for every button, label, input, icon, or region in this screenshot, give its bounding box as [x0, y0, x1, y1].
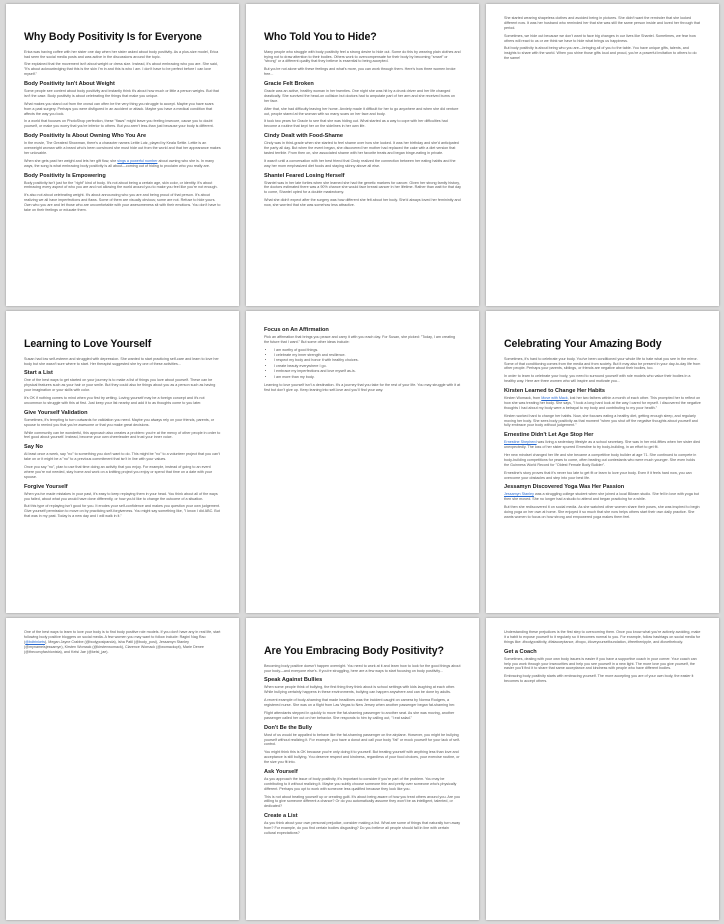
paragraph-text: was living a sedentary lifestyle as a school secretary. She was in her mid-fifties when her sister died unexpectedly. The loss of her sister spurred Ernestine to try body-building, in an effort to get fit.: [504, 440, 701, 450]
section-heading: Jessamyn Discovered Yoga Was Her Passion: [504, 484, 625, 491]
body-paragraph: [504, 414, 701, 429]
body-paragraph: [264, 750, 461, 765]
body-paragraph: [264, 821, 461, 836]
body-paragraph: [264, 141, 461, 156]
section-heading: Body Positivity Isn't About Weight: [24, 81, 115, 88]
page-title: Learning to Love Yourself: [24, 338, 152, 350]
paragraph-text: Sometimes, it's hard to celebrate your body. You've been conditioned your whole life to hate what you see in the mirror. Some of that conditioning comes from the media and from society. But it may also be present in your day-to-day life from other people. Perhaps your parents, siblings, or friends are negative about their bodies, too.: [504, 356, 701, 371]
section-heading: Body Positivity Is Empowering: [24, 172, 106, 179]
inline-link[interactable]: sings a powerful number: [117, 158, 158, 163]
paragraph-text: While community can be wonderful, this approach also creates a problem: you're at the mercy of other people in order to feel good about yourself. Instead, become your own cheerleader and trust your inner voice.: [24, 430, 221, 440]
section-heading: Speak Against Bullies: [264, 677, 323, 684]
paragraph-text: Sometimes, we hide out because we don't want to face big changes in our lives like Shantel. Sometimes, we fear how others will react to us or we think we have to hide what brings us happiness.: [504, 33, 696, 43]
document-page-4: [6, 311, 239, 613]
paragraph-text: Susan had low self-esteem and struggled with depression. She wanted to start practicing self-care and learn to love her body but she wasn't sure where to start. Her therapist suggested she try one of these activities...: [24, 356, 219, 366]
paragraph-text: What makes you stand out from the crowd can often be the very thing you struggle to accept. Maybe you have scars from a past surgery. Perhaps you were disfigured in an accident or attack. Maybe you have a medical condition that affects the way you look.: [24, 101, 214, 116]
body-paragraph: [504, 34, 701, 44]
body-paragraph: [264, 685, 461, 695]
paragraph-text: One of the best ways to get started on your journey is to make a list of things you love about yourself. These can be physical features such as your hair or your smile. But they could also be things about you as a person such as having your imagination or your skills with color.: [24, 378, 216, 393]
document-page-1: [6, 4, 239, 306]
paragraph-text: It wasn't until a conversation with her best friend that Cindy realized the connection between her eating habits and the way her mom emphasized diet foods and staying skinny above all else.: [264, 158, 456, 168]
section-heading: Get a Coach: [504, 648, 537, 655]
body-paragraph: [504, 657, 701, 672]
paragraph-text: When she gets past her weight and lets her gift flow, she: [24, 158, 118, 163]
section-heading: Shantel Feared Losing Herself: [264, 172, 345, 179]
body-paragraph: [504, 440, 701, 450]
body-paragraph: [504, 674, 701, 684]
paragraph-text: This is not about beating yourself up or creating guilt. It's about being aware of how you treat others around you. Are you willing to give someone different a chance? Or do you automatically assume they won't be as intelligent, talented, or dedicated?: [264, 794, 461, 809]
body-paragraph: [24, 141, 221, 156]
body-paragraph: [264, 181, 461, 196]
paragraph-text: You might think this is OK because you're only doing it to yourself. But treating yourself with anything less than love and acceptance is still bullying. You deserve respect and kindness, regardless of your food choices, your exercise routine, or the size you fit into.: [264, 750, 460, 765]
body-paragraph: [264, 159, 461, 169]
body-paragraph: [24, 492, 221, 502]
paragraph-text: She started wearing shapeless clothes and avoided being in pictures. She didn't want the reminder that she looked different now. It was her husband who reminded her that she was still the same person inside and loved her through that period.: [504, 16, 700, 30]
body-paragraph: [24, 504, 221, 519]
body-paragraph: [504, 492, 701, 502]
paragraph-text: A recent example of body-shaming that made headlines was the incident caught on camera by Norma Rodgers, a registered nurse. She was on a flight from Las Vegas to New Jersey when another passenger began fat-shaming her.: [264, 698, 456, 708]
paragraph-text: Understanding these prejudices is the first step to overcoming them. Once you know what you're actively avoiding, make it a habit to expose yourself to it regularly so it becomes normal to you. For example, follow hashtags on social media for things like: #bodypositivity, #fatacceptance, #bopo, #loveyourselfoundation, #freethenipple, and #lovethebody.: [504, 630, 701, 644]
paragraph-text: Many people who struggle with body positivity feel a strong desire to hide out. Some do this by wearing plain clothes and trying not to draw attention to their bodies. Others work to overcompensate for their body by becoming "smart" or "strong" or a different quality that they believe is essential to being accepted.: [264, 49, 461, 64]
body-paragraph: [24, 193, 221, 213]
paragraph-text: about owning who she is. In many ways, the song is what embracing body positivity is all about—coming out of hiding to proclaim who you really are.: [24, 158, 215, 168]
inline-link[interactable]: Move with Mack: [541, 396, 568, 401]
body-paragraph: [264, 198, 461, 208]
body-paragraph: [24, 396, 221, 406]
paragraph-text: She explained that the movement isn't about weight or dress size. Instead, it's about embracing who you are. She said, "It's about acknowledging that this is the skin I'm in and this is who I am. I don't have to be perfect before I can love myself.": [24, 62, 218, 77]
body-paragraph: [264, 107, 461, 117]
paragraph-text: It's also not about celebrating weight. It's about announcing who you are and being proud of that person. It's about realizing we all have imperfections and flaws. Some of them are visually obvious; some are not. Refuse to hide yours. Own who you are and let those who are uncomfortable with your awesomeness sit with their emotions. You don't have to take on their feelings or educate them.: [24, 193, 221, 212]
body-paragraph: [24, 431, 221, 441]
paragraph-text: In a world that focuses on PhotoShop perfection, these "flaws" might leave you feeling insecure, cause you to doubt yourself, or make you worry that you're inferior to others. But you aren't less-than just because your body is different.: [24, 119, 214, 129]
body-paragraph: [24, 102, 221, 117]
paragraph-text: One of the best ways to learn to love your body is to find body positive role models. If you don't have any in real life, start following body positive bloggers on social media. A few women you may want to follow include: Ragini Nag Rao (: [24, 630, 221, 644]
body-paragraph: [24, 378, 221, 393]
document-page-2: [246, 4, 479, 306]
paragraph-text: Body positivity isn't just for the "right" kind of body. It's not about being a certain age, skin color, or identity. It's about embracing every aspect of who you are and not allowing the world around you to make you feel like you're not enough.: [24, 180, 218, 190]
paragraph-text: ), Megan Jayne Crabbe (@bodyposipanda), Isha Patil (@body_posi), Jessamyn Stanley (@mynameisjessamyn), Kirsten Womack (@kirstenwomack), Clarence Womack (@womackcpt), Marie Denee (@thecurvyfashionista), and Kelsi Jae (@kelsi_jae).: [24, 639, 204, 654]
paragraph-text: Erica was having coffee with her sister one day when her sister asked about body positivity. As a plus-size model, Erica had seen the social media posts and was active in the discussions around the topic.: [24, 49, 219, 59]
section-heading: Start a List: [24, 370, 53, 377]
body-paragraph: [504, 396, 701, 411]
paragraph-text: Gracie was an active, healthy woman in her twenties. One night she was hit by a drunk driver and her life changed drastically. She survived the head-on collision but doctors had to amputate part of her arm and she received burns on her face.: [264, 89, 455, 103]
section-heading: Gracie Felt Broken: [264, 81, 314, 88]
body-paragraph: [24, 357, 221, 367]
body-paragraph: [24, 418, 221, 428]
section-heading: Ask Yourself: [264, 768, 298, 775]
paragraph-text: As you think about your own personal prejudice, consider making a list. What are some of things that naturally turn away from? For example, do you find certain bodies disgusting? Do you believe all people should fall in line with certain cultural expectations?: [264, 821, 461, 835]
paragraph-text: When some people think of bullying, the first thing they think about is school settings with kids laughing at each other. While bullying certainly happens in these environments, bullying can happen anywhere and can be done by adults.: [264, 685, 456, 695]
body-paragraph: [264, 50, 461, 65]
body-paragraph: [24, 452, 221, 462]
document-page-3: [486, 4, 719, 306]
list-item: • I am worthy of good things.: [274, 348, 461, 353]
section-heading: Cindy Dealt with Food-Shame: [264, 133, 343, 140]
body-paragraph: [264, 664, 461, 674]
paragraph-text: Cindy was in third-grade when she started to feel shame over how she looked. It was her birthday and she'd anticipated the party all day. But when the event began, she discovered her mother had replaced the cake with a diet version that tasted terrible. From then on, she associated shame with her favorite treats and began binge-eating in private.: [264, 141, 459, 155]
paragraph-text: As you approach the issue of body positivity, it's important to consider if you're part of the problem. You may be contributing to it without realizing it. Maybe you subtly choose someone thin and pretty over someone who's physically different. Perhaps you opt to work with someone less qualified because they look like you.: [264, 776, 457, 791]
paragraph-text: Embracing body positivity starts with embracing yourself. The more accepting you are of your own body, the easier it becomes to accept others.: [504, 674, 694, 684]
body-paragraph: [24, 465, 221, 480]
paragraph-text: But then she rediscovered it on social media. As she watched other women share their poses, she was inspired to begin doing yoga on her own at home. She enjoyed it so much that she now helps others start their own daily practice. She wants women to focus on how strong and empowered yoga makes them feel.: [504, 505, 700, 519]
document-page-8: [246, 618, 479, 920]
paragraph-text: It's OK if nothing comes to mind when you first try writing. Loving yourself may be a foreign concept and it's not uncommon to struggle with this at first. Just keep your list nearby and add it to as thoughts come to you later.: [24, 396, 205, 405]
paragraph-text: Pick an affirmation that brings you peace and carry it with you each day. For Susan, she picked: "Today, I am creating the future that I want." But some other ideas include:: [264, 335, 456, 344]
page-title: Why Body Positivity Is for Everyone: [24, 31, 202, 43]
body-paragraph: [264, 67, 461, 77]
body-paragraph: [264, 777, 461, 792]
paragraph-text: Sometimes, dealing with your own body issues is easier if you have a supportive coach in your corner. Your coach can help you work through your insecurities and help you see yourself in a new light. The more love you give yourself, the easier you'll find it to share that same acceptance and kindness with people who have different bodies.: [504, 656, 697, 671]
paragraph-text: In the movie, The Greatest Showman, there's a character names Lettie Lutz, played by Keala Settle. Lettie is an overweight woman with a beard who's been convinced she must hide out from the world and that her appearance makes her unlovable.: [24, 141, 221, 155]
paragraph-text: Ernestine's story proves that it's never too late to get fit or learn to love your body. Even if it feels hard now, you can overcome your obstacles and step into your best life.: [504, 470, 692, 480]
body-paragraph: [24, 119, 221, 129]
body-paragraph: [504, 374, 701, 384]
paragraph-text: But you're not alone with these feelings and what's more, you can work through them. Here's how three women broke free...: [264, 67, 456, 77]
section-heading: Don't Be the Bully: [264, 724, 312, 731]
body-paragraph: [504, 630, 701, 645]
paragraph-text: Most of us would be appalled to behave like the fat-shaming passenger on the airplane. However, you might be bullying yourself without realizing it. For example, you have a donut and call your body "fat" or mock yourself for your lack of self-control.: [264, 732, 461, 747]
body-paragraph: [264, 335, 461, 345]
document-page-6: [486, 311, 719, 613]
body-paragraph: [504, 46, 701, 61]
body-paragraph: [24, 630, 221, 654]
section-heading: Body Positivity Is About Owning Who You Are: [24, 133, 147, 140]
section-heading: Focus on An Affirmation: [264, 327, 329, 333]
body-paragraph: [264, 698, 461, 708]
section-heading: Forgive Yourself: [24, 483, 68, 490]
paragraph-text: Some people see content about body positivity and instantly think it's about how much or little a person weighs. But that isn't the case. Body positivity is about celebrating the things that make you unique.: [24, 89, 219, 98]
section-heading: Kirsten Learned to Change Her Habits: [504, 388, 606, 395]
page-title: Are You Embracing Body Positivity?: [264, 645, 444, 657]
paragraph-text: What she didn't expect after the surgery was how different she felt about her body. She'd always loved her femininity and now, she worried that she was somehow less attractive.: [264, 198, 461, 208]
paragraph-text: Kirsten worked hard to change her habits. Now, she focuses eating a healthy diet, getting enough sleep, and regularly moving her body. She sees body positivity as that moment "when you shut off the negative thoughts about yourself and fully embrace your body without judgement.": [504, 413, 698, 428]
paragraph-text: Her new mindset changed her life and she became a competitive body builder at age 71. She continued to compete in body-building competitions for years to come, often beating out contestants who were much younger. She even holds the Guinness World Record for "Oldest Female Body Builder".: [504, 453, 697, 467]
list-item: • I celebrate my inner strength and resilience.: [274, 353, 461, 358]
paragraph-text: At least once a week, say "no" to something you don't want to do. This might be "no" to a volunteer project that you can't take on or it might be a "no" to a previous commitment that isn't in line with your values.: [24, 452, 220, 462]
list-item: • I embrace my imperfections and love myself as-is.: [274, 369, 461, 374]
paragraph-text: Kirsten Womack, from: [504, 396, 542, 401]
body-paragraph: [504, 453, 701, 468]
paragraph-text: , lost her two fathers within a month of each other. This prompted her to reflect on how she was treating her body. She says, "I took a long hard look at the way I cared for myself. I discovered the negative thoughts I had about my body were a betrayal to my body and contributing to my poor health.": [504, 396, 701, 410]
affirmation-list: [274, 348, 461, 380]
list-item: • I create beauty everywhere I go.: [274, 364, 461, 369]
document-page-9: [486, 618, 719, 920]
body-paragraph: [24, 181, 221, 191]
paragraph-text: Flight attendants stepped in quickly to move the fat-shaming passenger to another seat. As she was moving, another passenger called her out on her behavior. She responds to him by calling out, "I eat salad.": [264, 710, 455, 720]
section-heading: Create a List: [264, 813, 298, 820]
body-paragraph: [24, 62, 221, 77]
list-item: • I am more than my body.: [274, 375, 461, 380]
section-heading: Give Yourself Validation: [24, 409, 88, 416]
body-paragraph: [24, 159, 221, 169]
body-paragraph: [264, 383, 461, 393]
body-paragraph: [264, 711, 461, 721]
body-paragraph: [504, 505, 701, 520]
page-title: Who Told You to Hide?: [264, 31, 377, 43]
section-heading: Ernestine Didn't Let Age Stop Her: [504, 432, 594, 439]
paragraph-text: Sometimes, it's tempting to turn outwards for validation you need. Maybe you always rely on your friends, parents, or spouse to remind you that you're awesome or that you make great decisions.: [24, 417, 215, 427]
body-paragraph: [264, 119, 461, 129]
body-paragraph: [504, 357, 701, 372]
paragraph-text: was a struggling college student when she joined a local Bikram studio. She fell in love with yoga but then she moved. She no longer had a studio to attend and began practicing for a while.: [504, 492, 699, 502]
document-page-7: [6, 618, 239, 920]
paragraph-text: But this type of replaying isn't good for you. It erodes your self-confidence and makes you question your own judgement. Give yourself permission to move on by practicing self-forgiveness. You might say something like, "I know I did ABC. But that was in my past. Today is a new day and I will walk in it.": [24, 504, 221, 519]
body-paragraph: [264, 733, 461, 748]
section-heading: Say No: [24, 444, 43, 451]
paragraph-text: It took two years for Gracie to see that she was hiding out. What started as a way to cope with her difficulties had become a routine that kept her on the sidelines in her own life.: [264, 119, 448, 129]
body-paragraph: [504, 471, 701, 481]
body-paragraph: [264, 795, 461, 810]
paragraph-text: But body positivity is about being who you are—bringing all of you to the table. You have unique gifts, talents, and insights to share with the world. When you shine those gifts loud and proud, you're a powerful invitation to others to do the same!: [504, 46, 697, 61]
paragraph-text: When you've made mistakes in your past, it's easy to keep replaying them in your head. You think about all of the ways you failed, about what you would have done differently, or how you'd like to change the outcome of a situation.: [24, 491, 218, 501]
paragraph-text: Shantel was in her late forties when she learned she had the genetic markers for cancer. Given her strong family history, the doctors estimated there was a 90% chance she would face breast cancer in her lifetime. Rather than wait for that day to come, Shantel opted for a double mastectomy.: [264, 180, 461, 195]
paragraph-text: After that, she had difficulty leaving her home. Anxiety made it difficult for her to go anywhere and when she did venture out, people stared at the woman with so many scars on her face and body.: [264, 106, 459, 116]
paragraph-text: Once you say "no", plan to use that time doing an activity that you enjoy. For example, instead of going to an event where you're not needed, stay home and work on a knitting project you enjoy or spend that time on a date with your spouse.: [24, 465, 213, 479]
page-title: Celebrating Your Amazing Body: [504, 338, 662, 350]
list-item: • I respect my body and honor it with healthy choices.: [274, 358, 461, 363]
body-paragraph: [504, 16, 701, 31]
inline-link[interactable]: Jessamyn Stanley: [504, 492, 534, 497]
paragraph-text: Becoming body positive doesn't happen overnight. You need to work at it and learn how to look for the good things about your body—and everyone else's. If you're struggling, here are a few ways to start focusing on body positivity...: [264, 663, 461, 673]
inline-link[interactable]: @bdtrinkets: [25, 639, 45, 644]
body-paragraph: [24, 50, 221, 60]
inline-link[interactable]: Ernestine Shepherd: [504, 440, 537, 445]
paragraph-text: In order to learn to celebrate your body, you need to surround yourself with role models who value their bodies in a healthy way. Here are three women who will inspire and motivate you...: [504, 374, 691, 384]
document-page-5: [246, 311, 479, 613]
body-paragraph: [24, 89, 221, 99]
body-paragraph: [264, 89, 461, 104]
paragraph-text: Learning to love yourself isn't a destination. It's a journey that you take for the rest of your life. You may struggle with it at first but don't give up. Keep leaning into self-love and you'll find your way.: [264, 382, 461, 392]
